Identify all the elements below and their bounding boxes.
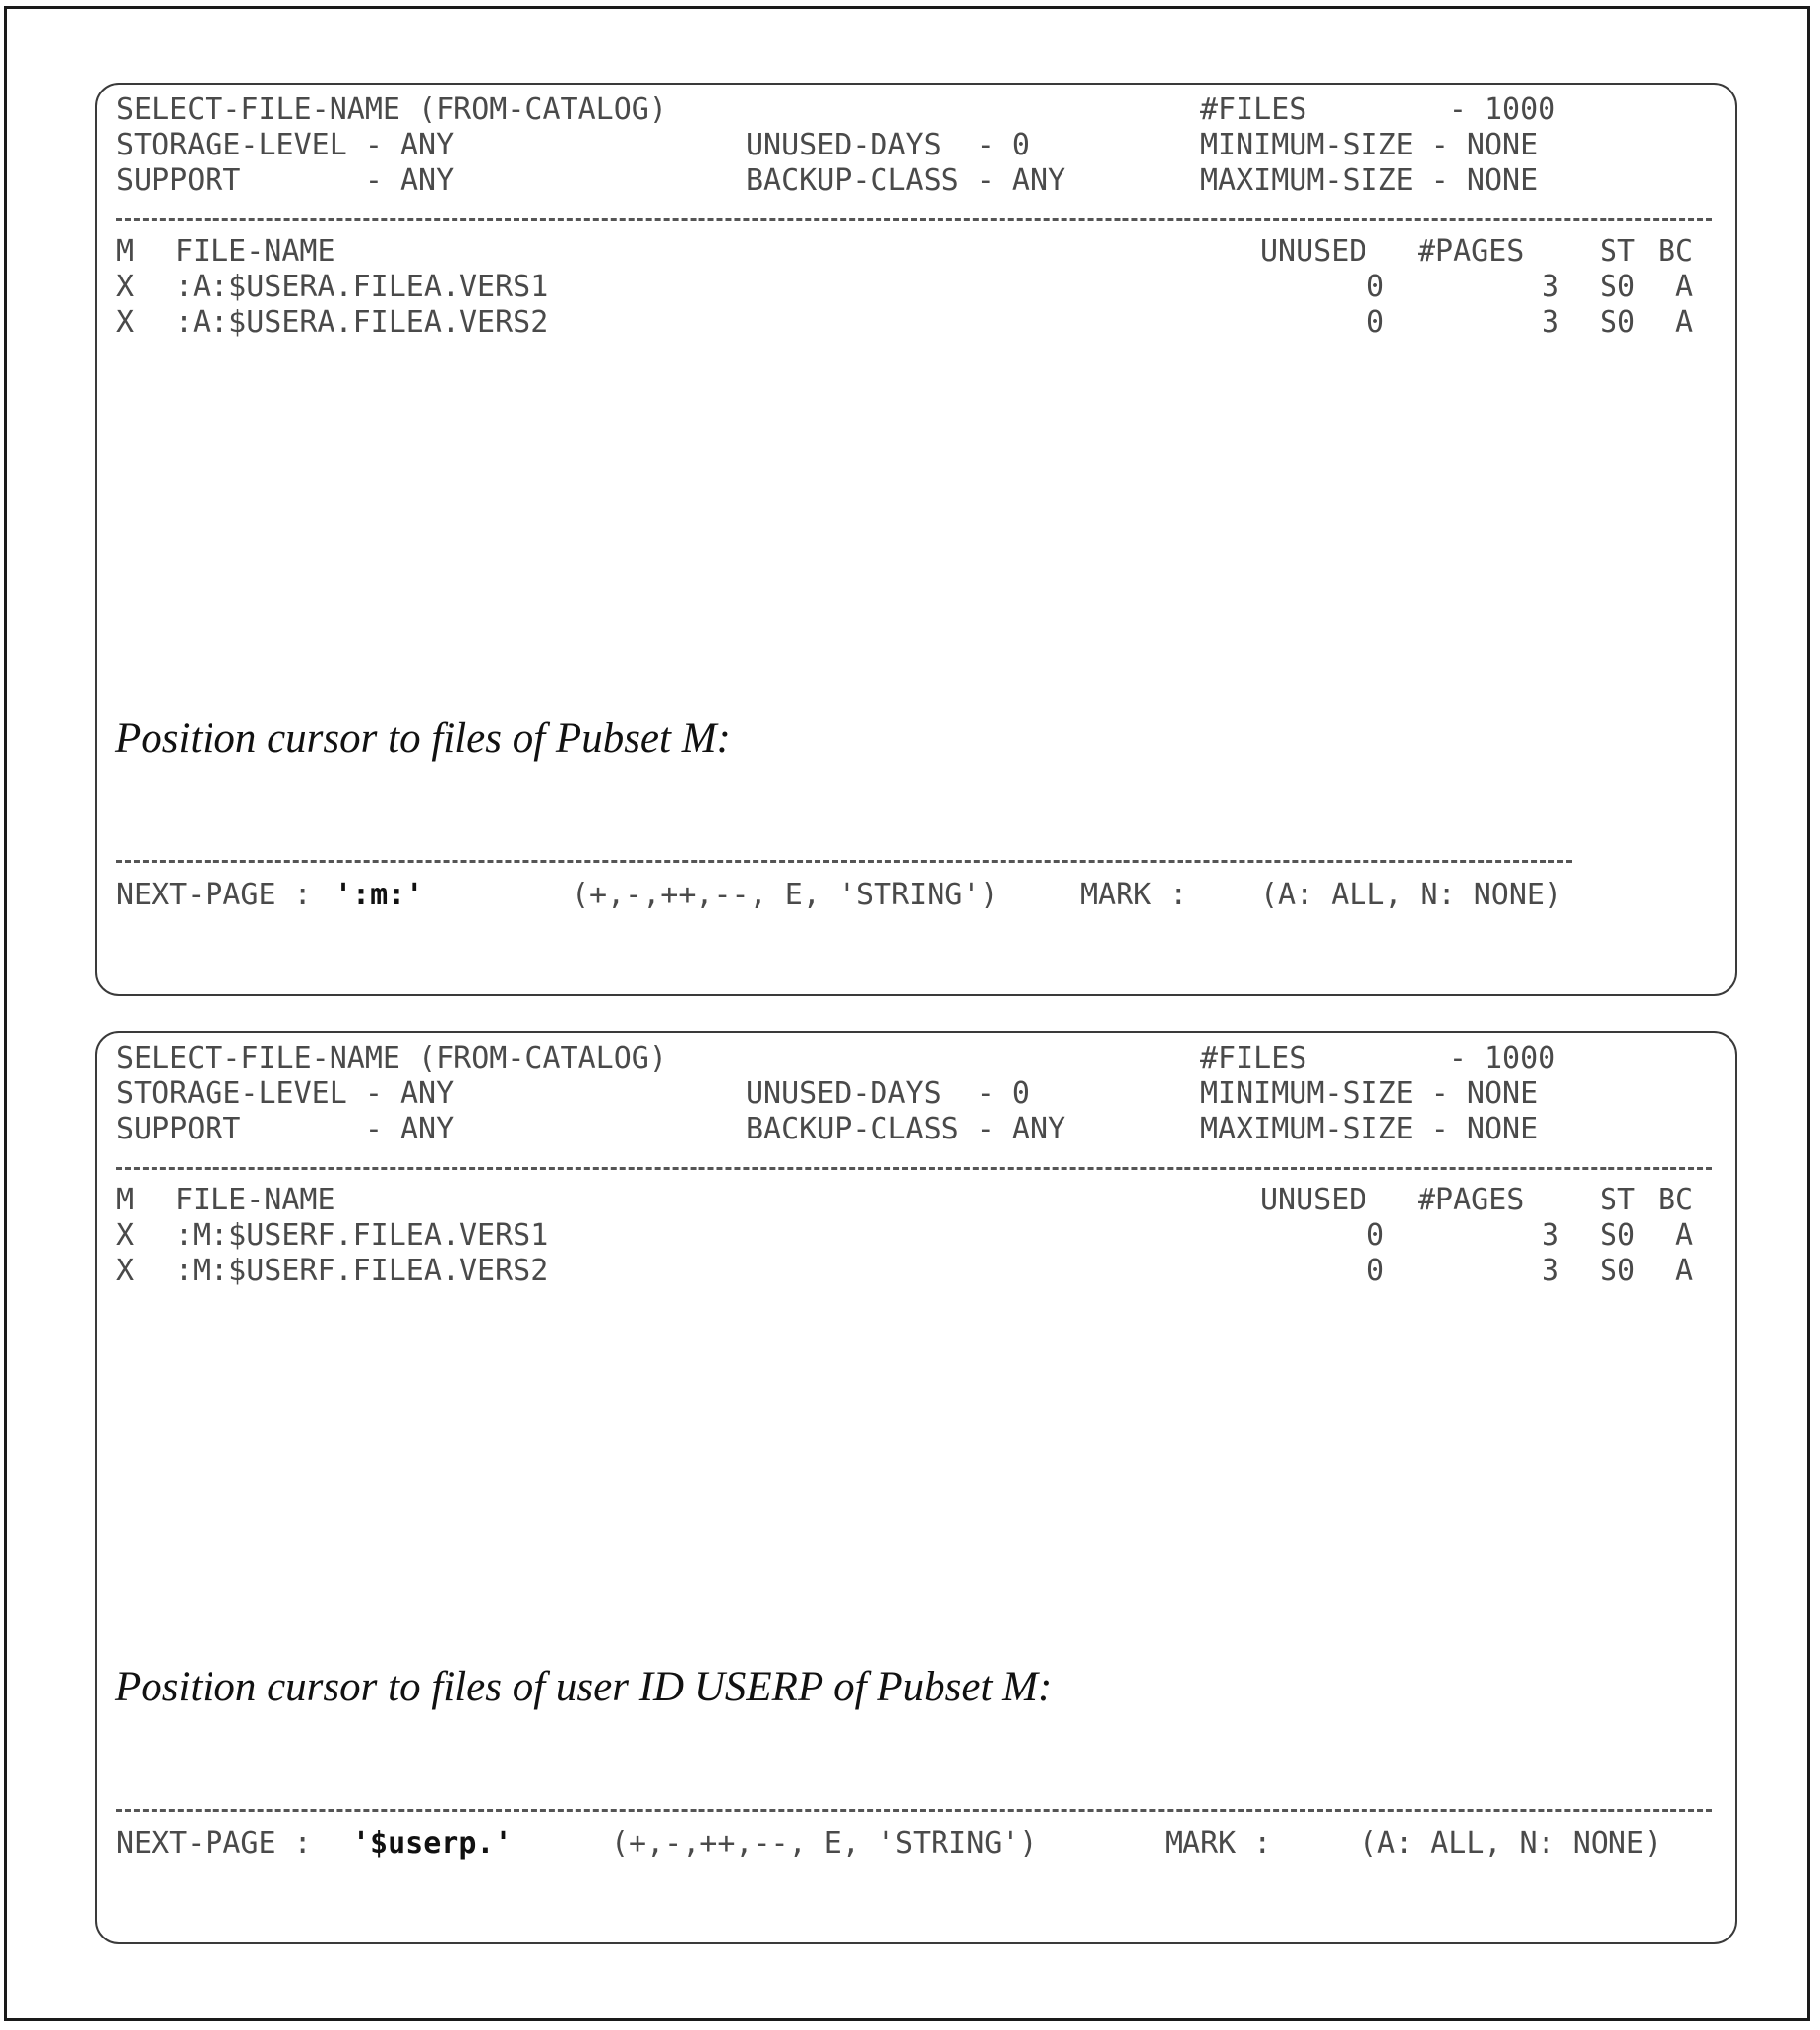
storage-level-field: STORAGE-LEVEL - ANY [116,128,455,162]
column-header-file-name: FILE-NAME [175,234,335,269]
column-header-bc: BC [1658,1183,1694,1217]
next-page-label: NEXT-PAGE : [116,1826,312,1861]
row-mark[interactable]: X [116,270,135,304]
header-divider [116,1167,1712,1170]
column-header-m: M [116,1183,135,1217]
maximum-size-field: MAXIMUM-SIZE - NONE [1200,163,1539,198]
backup-class-field: BACKUP-CLASS - ANY [746,163,1066,198]
next-page-options: (+,-,++,--, E, 'STRING') [572,878,999,912]
screen-title: SELECT-FILE-NAME (FROM-CATALOG) [116,1041,667,1076]
row-unused: 0 [1365,270,1384,304]
row-mark[interactable]: X [116,1218,135,1253]
mark-options: (A: ALL, N: NONE) [1260,878,1563,912]
unused-days-field: UNUSED-DAYS - 0 [746,128,1030,162]
minimum-size-field: MINIMUM-SIZE - NONE [1200,1077,1539,1111]
row-file-name: :M:$USERF.FILEA.VERS1 [175,1218,549,1253]
support-field: SUPPORT - ANY [116,163,455,198]
mark-options: (A: ALL, N: NONE) [1360,1826,1663,1861]
backup-class-field: BACKUP-CLASS - ANY [746,1112,1066,1146]
terminal-screen-pubset-a [95,83,1737,996]
footer-divider [116,860,1572,863]
row-st: S0 [1600,1218,1636,1253]
row-unused: 0 [1365,305,1384,339]
column-header-bc: BC [1658,234,1694,269]
row-st: S0 [1600,305,1636,339]
unused-days-field: UNUSED-DAYS - 0 [746,1077,1030,1111]
annotation-text: Position cursor to files of Pubset M: [115,715,731,762]
row-mark[interactable]: X [116,1254,135,1288]
row-pages: 3 [1541,1254,1559,1288]
files-field: #FILES - 1000 [1200,1041,1556,1076]
annotation-text: Position cursor to files of user ID USERP of Pubset M: [115,1664,1053,1710]
next-page-input[interactable]: '$userp.' [352,1826,513,1861]
next-page-input[interactable]: ':m:' [334,878,424,912]
next-page-options: (+,-,++,--, E, 'STRING') [611,1826,1038,1861]
column-header-unused: UNUSED [1260,234,1367,269]
row-st: S0 [1600,270,1636,304]
row-file-name: :A:$USERA.FILEA.VERS1 [175,270,549,304]
column-header-st: ST [1600,234,1636,269]
column-header-pages: #PAGES [1418,234,1525,269]
next-page-label: NEXT-PAGE : [116,878,312,912]
row-bc: A [1675,1218,1694,1253]
column-header-unused: UNUSED [1260,1183,1367,1217]
maximum-size-field: MAXIMUM-SIZE - NONE [1200,1112,1539,1146]
row-unused: 0 [1365,1218,1384,1253]
row-bc: A [1675,305,1694,339]
row-mark[interactable]: X [116,305,135,339]
row-unused: 0 [1365,1254,1384,1288]
row-bc: A [1675,1254,1694,1288]
screen-title: SELECT-FILE-NAME (FROM-CATALOG) [116,92,667,127]
row-file-name: :A:$USERA.FILEA.VERS2 [175,305,549,339]
row-st: S0 [1600,1254,1636,1288]
column-header-pages: #PAGES [1418,1183,1525,1217]
support-field: SUPPORT - ANY [116,1112,455,1146]
footer-divider [116,1809,1712,1812]
row-bc: A [1675,270,1694,304]
header-divider [116,218,1712,221]
row-pages: 3 [1541,270,1559,304]
mark-label: MARK : [1165,1826,1272,1861]
column-header-m: M [116,234,135,269]
files-field: #FILES - 1000 [1200,92,1556,127]
minimum-size-field: MINIMUM-SIZE - NONE [1200,128,1539,162]
storage-level-field: STORAGE-LEVEL - ANY [116,1077,455,1111]
column-header-file-name: FILE-NAME [175,1183,335,1217]
terminal-screen-pubset-m [95,1031,1737,1944]
row-pages: 3 [1541,1218,1559,1253]
mark-label: MARK : [1080,878,1187,912]
row-pages: 3 [1541,305,1559,339]
column-header-st: ST [1600,1183,1636,1217]
row-file-name: :M:$USERF.FILEA.VERS2 [175,1254,549,1288]
